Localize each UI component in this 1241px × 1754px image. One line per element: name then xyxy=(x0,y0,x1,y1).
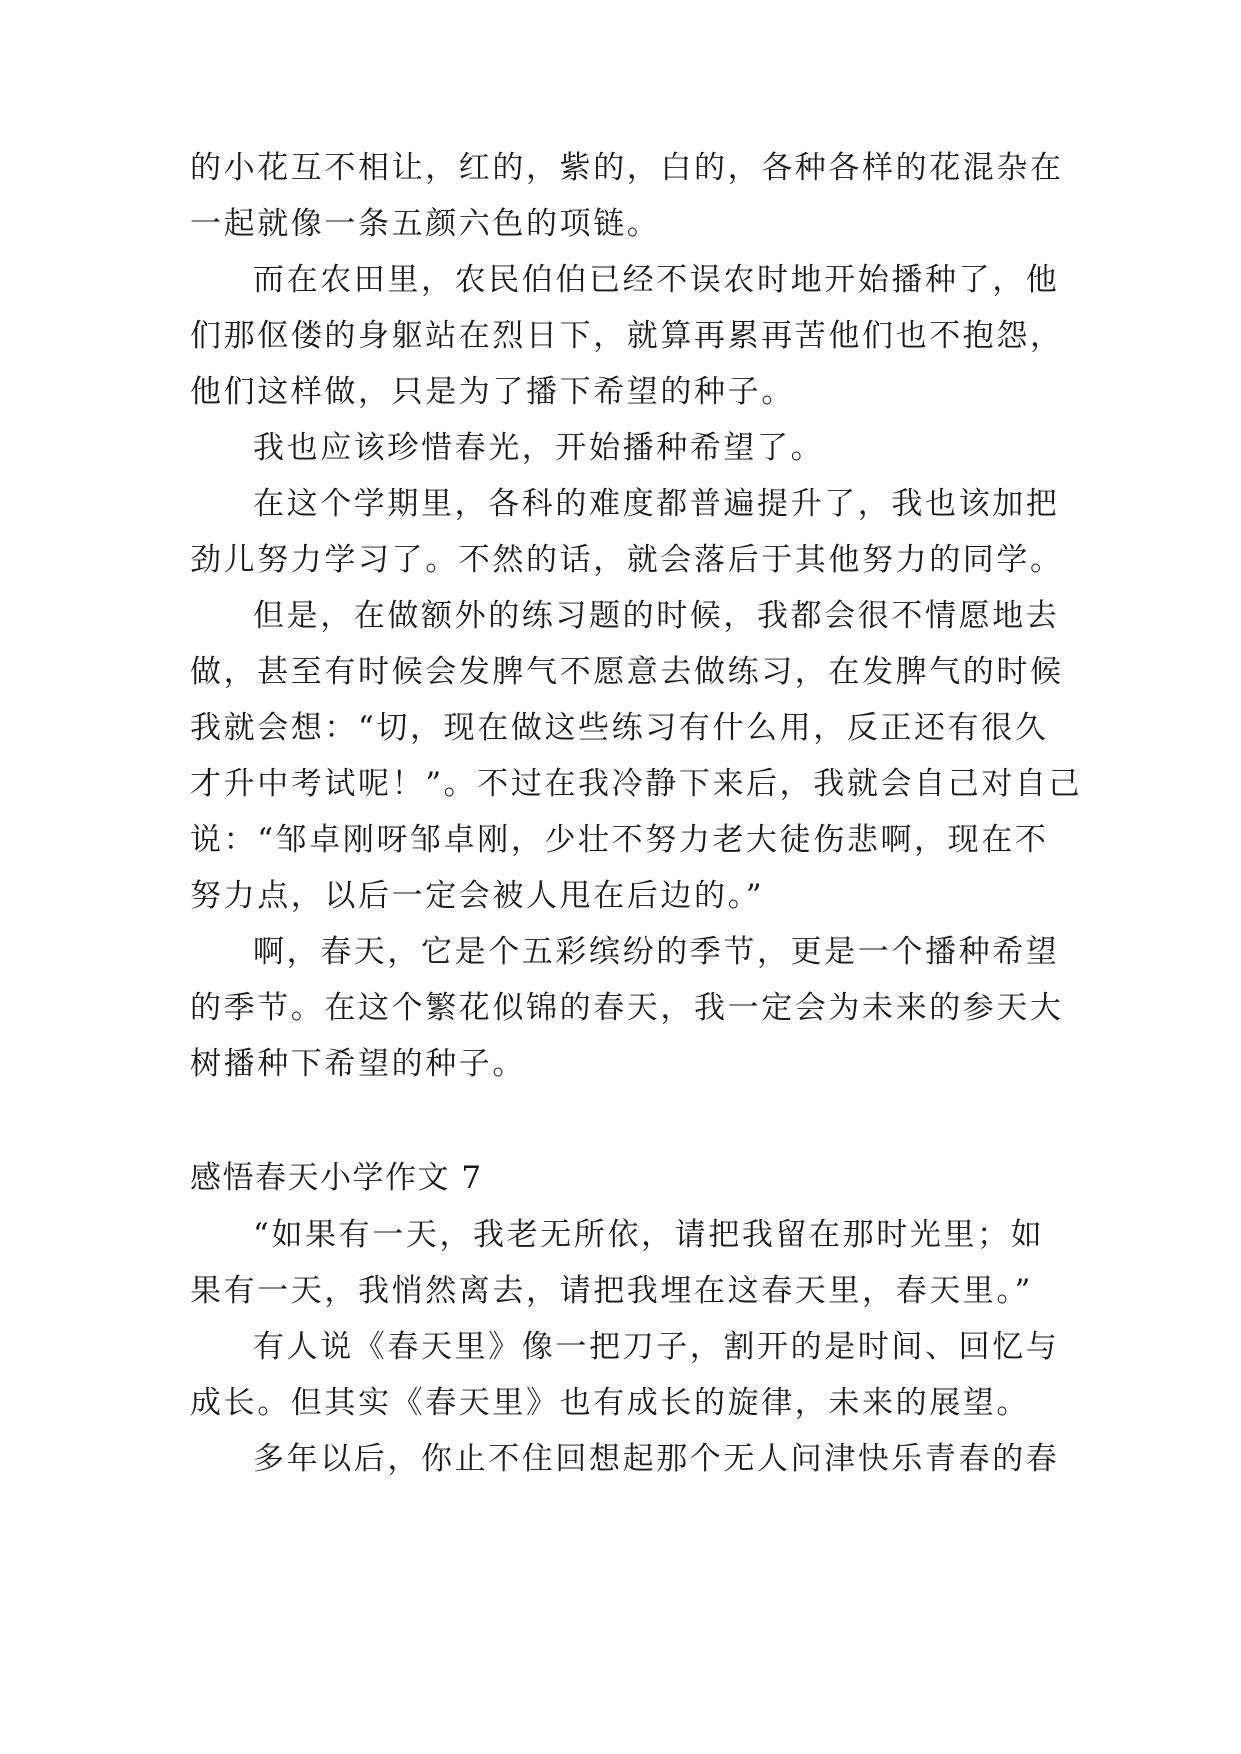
paragraph-line: 我就会想：“切，现在做这些练习有什么用，反正还有很久 xyxy=(190,710,1049,746)
section-heading: 感悟春天小学作文 7 xyxy=(190,1160,483,1196)
paragraph-line: 成长。但其实《春天里》也有成长的旋律，未来的展望。 xyxy=(190,1385,1030,1421)
paragraph-line: 树播种下希望的种子。 xyxy=(190,1046,526,1082)
paragraph-line: 多年以后，你止不住回想起那个无人问津快乐青春的春 xyxy=(253,1441,1060,1477)
paragraph-line: 啊，春天，它是个五彩缤纷的季节，更是一个播种希望 xyxy=(253,934,1060,970)
paragraph-line: 说：“邹卓刚呀邹卓刚，少壮不努力老大徒伤悲啊，现在不 xyxy=(190,822,1049,858)
paragraph-line: 但是，在做额外的练习题的时候，我都会很不情愿地去 xyxy=(253,598,1060,634)
paragraph-line: 而在农田里，农民伯伯已经不误农时地开始播种了，他 xyxy=(253,262,1060,298)
paragraph-line: 们那伛偻的身躯站在烈日下，就算再累再苦他们也不抱怨， xyxy=(190,318,1064,354)
paragraph-line: 一起就像一条五颜六色的项链。 xyxy=(190,206,661,242)
paragraph-line: 的小花互不相让，红的，紫的，白的，各种各样的花混杂在 xyxy=(190,150,1064,186)
paragraph-line: 努力点，以后一定会被人甩在后边的。” xyxy=(190,878,765,914)
paragraph-line: 劲儿努力学习了。不然的话，就会落后于其他努力的同学。 xyxy=(190,542,1064,578)
paragraph-line: 做，甚至有时候会发脾气不愿意去做练习，在发脾气的时候 xyxy=(190,654,1064,690)
paragraph-line: 果有一天，我悄然离去，请把我埋在这春天里，春天里。” xyxy=(190,1273,1033,1309)
paragraph-line: 他们这样做，只是为了播下希望的种子。 xyxy=(190,374,795,410)
paragraph-line: 的季节。在这个繁花似锦的春天，我一定会为未来的参天大 xyxy=(190,990,1064,1026)
paragraph-line: 才升中考试呢！”。不过在我冷静下来后，我就会自己对自己 xyxy=(190,766,1083,802)
paragraph-line: 有人说《春天里》像一把刀子，割开的是时间、回忆与 xyxy=(253,1329,1060,1365)
paragraph-line: “如果有一天，我老无所依，请把我留在那时光里；如 xyxy=(253,1217,1045,1253)
paragraph-line: 我也应该珍惜春光，开始播种希望了。 xyxy=(253,430,825,466)
paragraph-line: 在这个学期里，各科的难度都普遍提升了，我也该加把 xyxy=(253,486,1060,522)
